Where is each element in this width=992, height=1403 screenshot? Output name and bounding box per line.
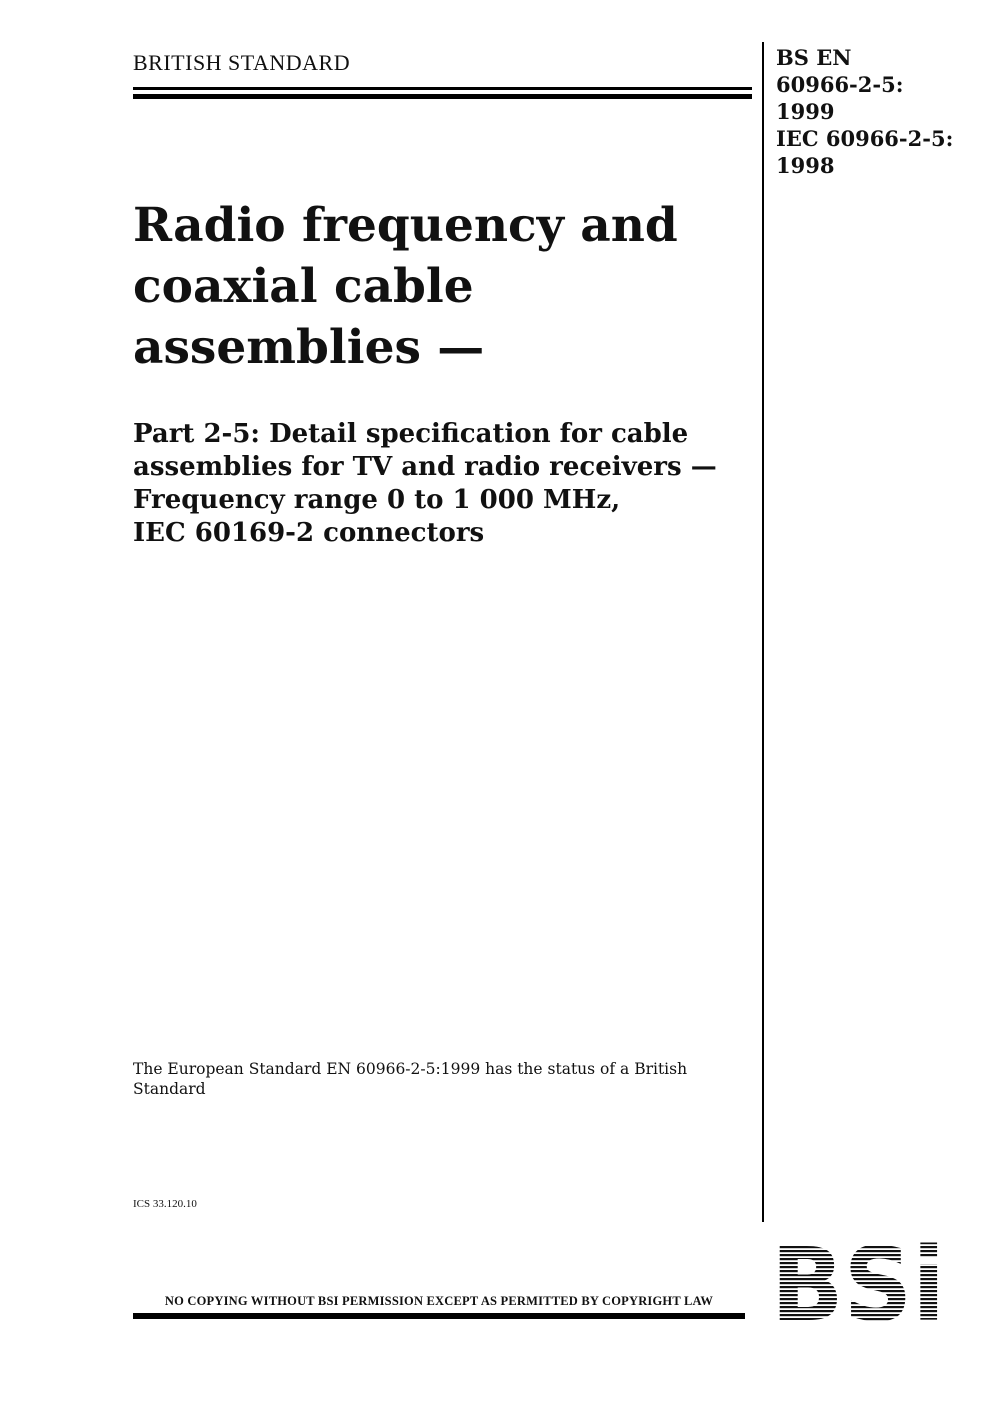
- bs-en-number-line-1: BS EN: [776, 45, 852, 70]
- iec-number-line-2: 1998: [776, 153, 835, 178]
- header-rule-thick: [133, 94, 752, 99]
- status-note: The European Standard EN 60966-2-5:1999 has the status of a British Standard: [133, 1060, 688, 1098]
- iec-number-line-1: IEC 60966-2-5:: [776, 126, 954, 151]
- bsi-logo: [770, 1242, 946, 1324]
- subtitle-line-2: assemblies for TV and radio receivers —: [133, 452, 717, 482]
- standard-number-block: [776, 44, 976, 179]
- subtitle-line-3: Frequency range 0 to 1 000 MHz,: [133, 485, 621, 515]
- subtitle-line-4: IEC 60169-2 connectors: [133, 518, 485, 548]
- footer-rule: [133, 1313, 745, 1319]
- vertical-divider: [762, 42, 764, 1222]
- document-title: Radio frequency and coaxial cable assemblies —: [133, 198, 678, 375]
- bs-en-number-line-2: 60966-2-5:: [776, 72, 904, 97]
- document-subtitle: [133, 418, 743, 550]
- copyright-notice: NO COPYING WITHOUT BSI PERMISSION EXCEPT AS PERMITTED BY COPYRIGHT LAW: [164, 1294, 714, 1308]
- header-rule-thin: [133, 87, 752, 90]
- ics-code: ICS 33.120.10: [133, 1198, 197, 1210]
- standard-type-label: BRITISH STANDARD: [133, 50, 351, 75]
- subtitle-line-1: Part 2-5: Detail specification for cable: [133, 419, 689, 449]
- bs-en-number-line-3: 1999: [776, 99, 835, 124]
